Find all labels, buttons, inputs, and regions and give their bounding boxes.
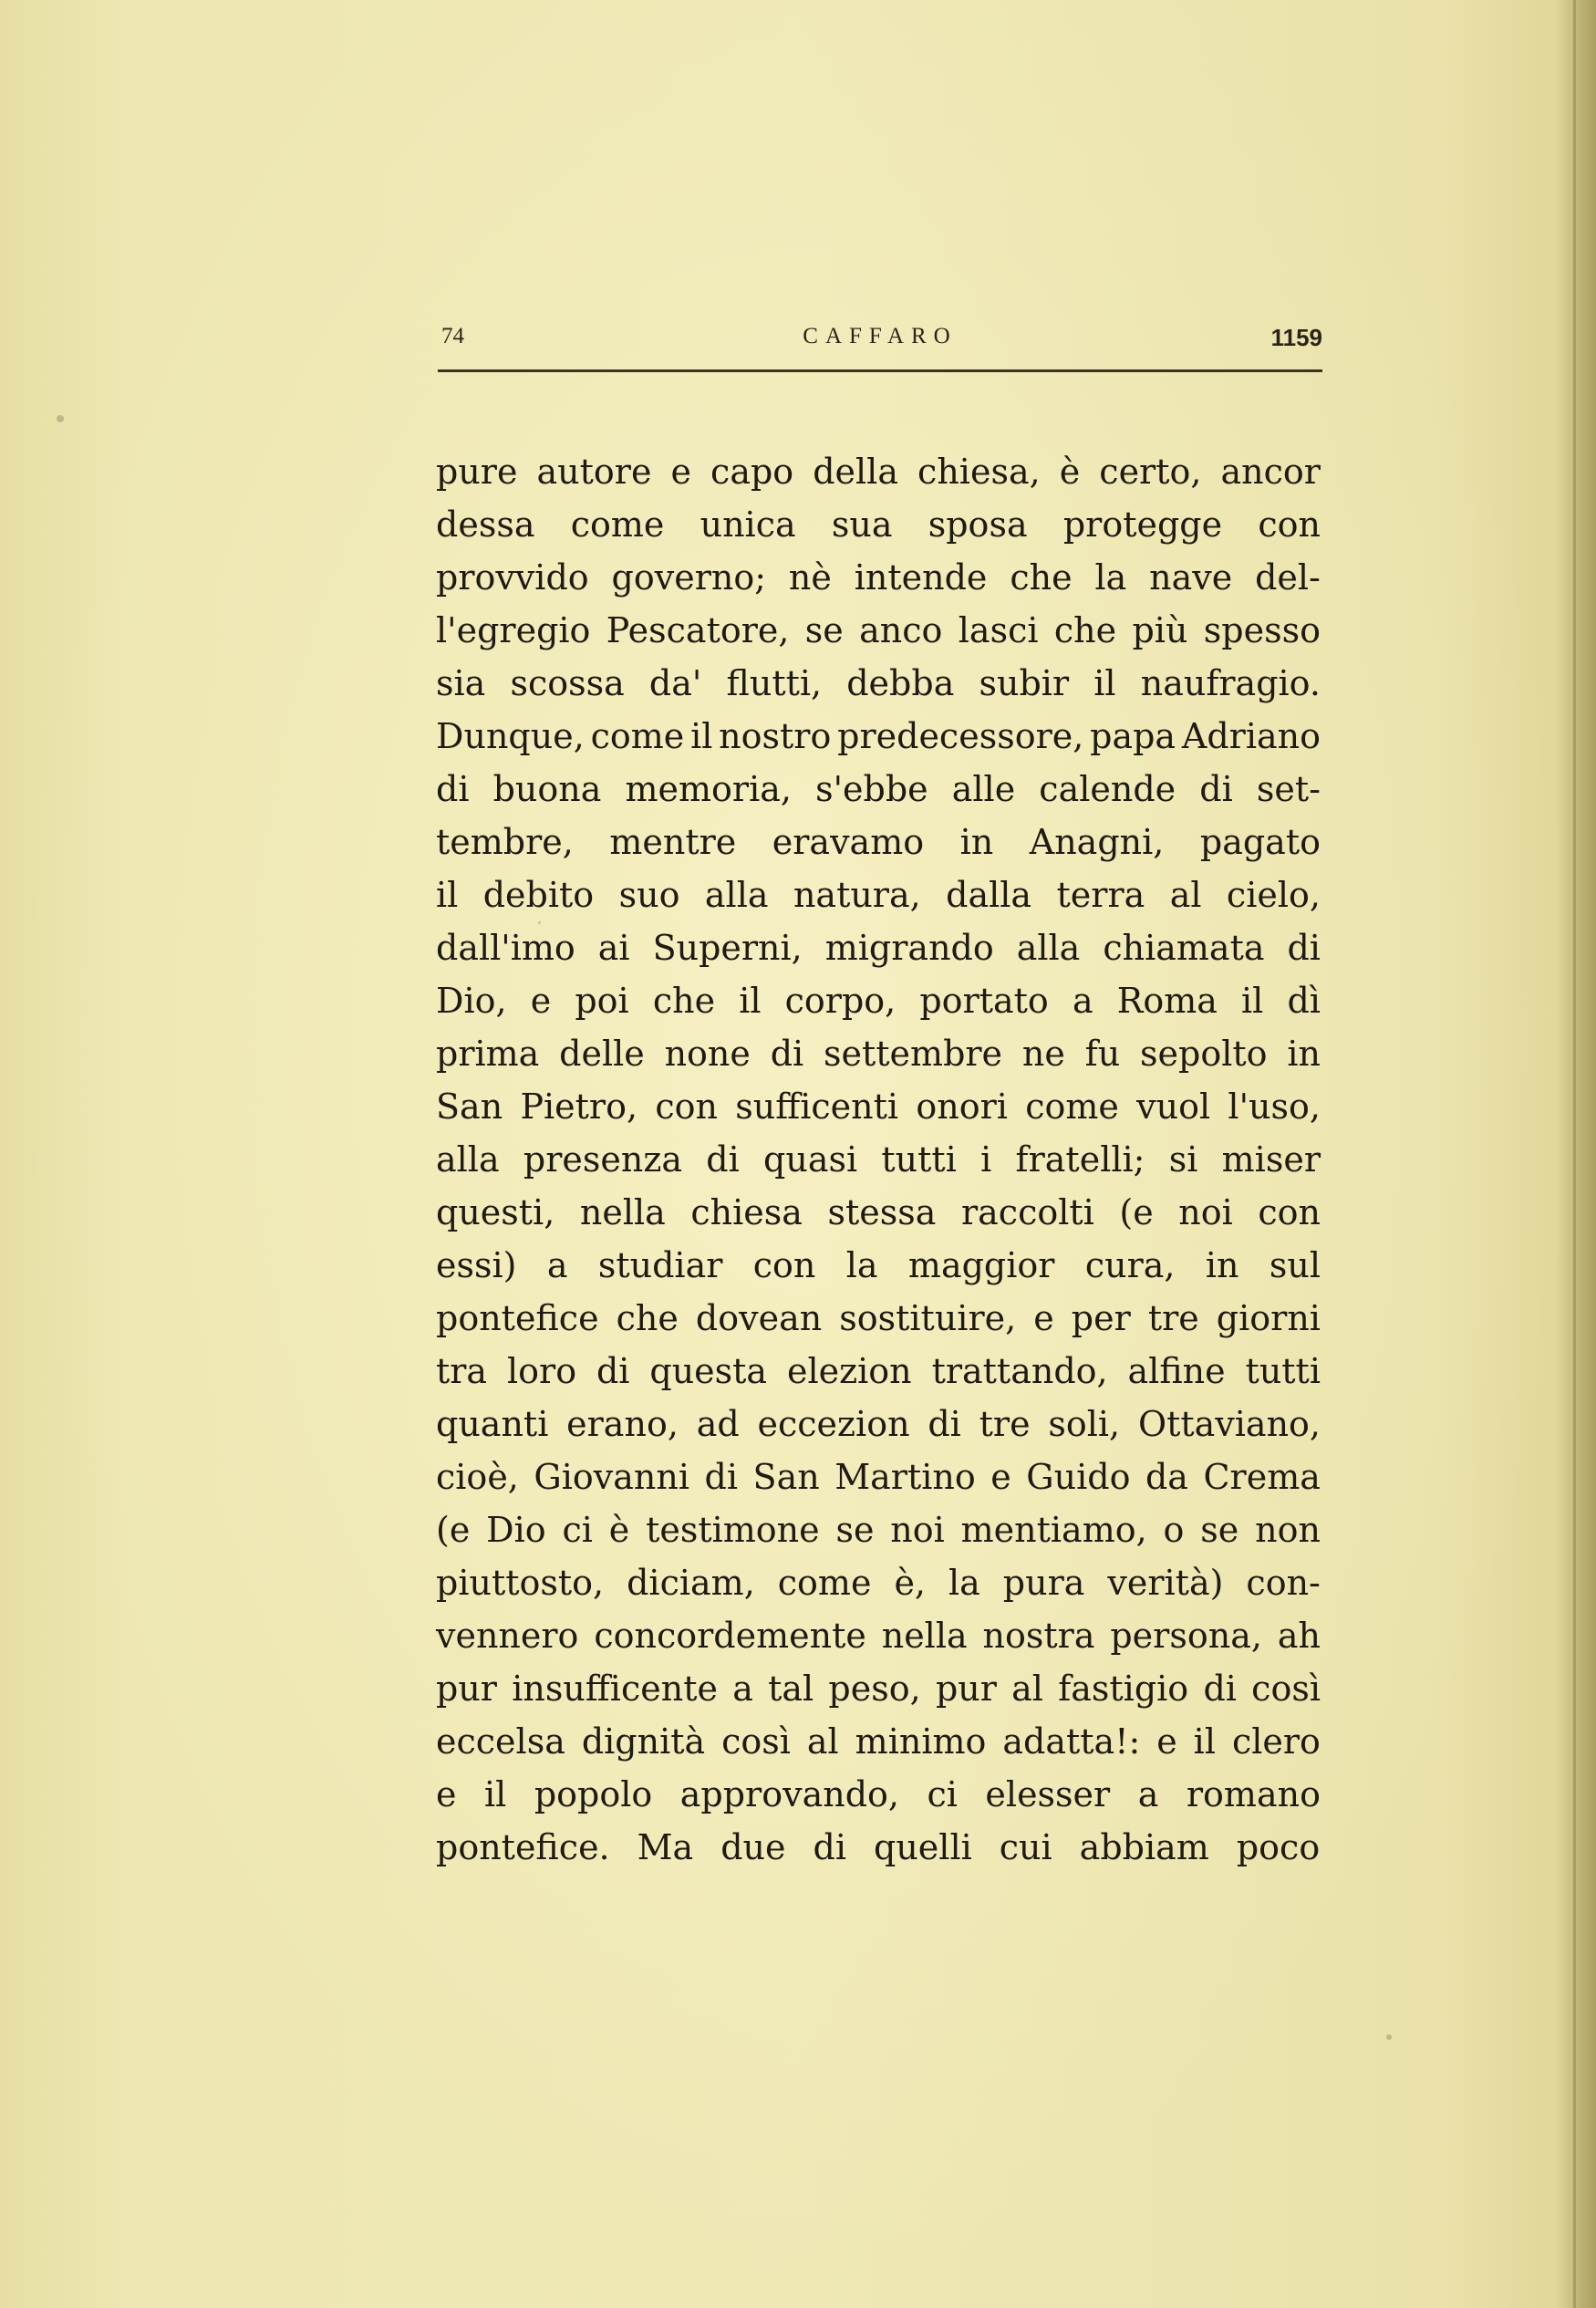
word: presenza bbox=[523, 1139, 683, 1180]
word: così bbox=[1251, 1669, 1321, 1709]
word: i bbox=[980, 1139, 992, 1180]
word: in bbox=[959, 822, 994, 862]
word: ai bbox=[597, 928, 630, 968]
word: quasi bbox=[763, 1139, 858, 1180]
word: di bbox=[813, 1827, 846, 1867]
word: Dunque, bbox=[436, 716, 585, 756]
word: pontefice bbox=[436, 1298, 599, 1338]
word: questi, bbox=[436, 1192, 555, 1232]
word: Crema bbox=[1203, 1457, 1321, 1497]
word: nostra bbox=[982, 1616, 1095, 1656]
word: di bbox=[928, 1404, 961, 1444]
word: protegge bbox=[1062, 504, 1223, 545]
word: Roma bbox=[1116, 981, 1218, 1021]
word: tre bbox=[979, 1404, 1031, 1444]
word: tal bbox=[768, 1669, 814, 1709]
word: (e bbox=[436, 1510, 471, 1550]
word: con bbox=[1258, 504, 1321, 545]
word: predecessore, bbox=[837, 716, 1084, 756]
word: sia bbox=[436, 663, 486, 703]
word: minimo bbox=[855, 1721, 987, 1762]
word: il bbox=[1241, 981, 1264, 1021]
text-line bbox=[436, 1821, 1321, 1874]
word: poi bbox=[575, 981, 629, 1021]
word: da bbox=[1145, 1457, 1188, 1497]
word: Superni, bbox=[652, 928, 803, 968]
word: a bbox=[1137, 1774, 1159, 1814]
word: quanti bbox=[436, 1404, 549, 1444]
text-line bbox=[436, 1398, 1321, 1450]
page-number: 74 bbox=[441, 324, 464, 348]
word: la bbox=[845, 1245, 878, 1285]
word: ci bbox=[562, 1510, 593, 1550]
word: come bbox=[777, 1563, 872, 1603]
word: Guido bbox=[1026, 1457, 1131, 1497]
word: romano bbox=[1186, 1774, 1321, 1814]
word: nave bbox=[1149, 557, 1233, 598]
word: San bbox=[752, 1457, 820, 1497]
word: raccolti bbox=[960, 1192, 1094, 1232]
word: pontefice. bbox=[436, 1827, 610, 1867]
word: alfine bbox=[1127, 1351, 1226, 1391]
word: al bbox=[806, 1721, 839, 1762]
word: diciam, bbox=[627, 1563, 755, 1603]
word: sua bbox=[831, 504, 893, 545]
text-line bbox=[436, 1239, 1321, 1292]
running-title: CAFFARO bbox=[803, 324, 958, 348]
text-line bbox=[436, 1133, 1321, 1186]
text-line bbox=[436, 1450, 1321, 1503]
word: sufficenti bbox=[735, 1086, 899, 1127]
word: vennero bbox=[436, 1616, 579, 1656]
text-line bbox=[436, 710, 1321, 763]
word: e bbox=[990, 1457, 1011, 1497]
word: il bbox=[436, 875, 459, 915]
word: none bbox=[664, 1034, 751, 1074]
word: tembre, bbox=[436, 822, 574, 862]
text-line bbox=[436, 763, 1321, 816]
text-line bbox=[436, 1662, 1321, 1715]
text-line bbox=[436, 1715, 1321, 1768]
word: scossa bbox=[510, 663, 625, 703]
word: provvido bbox=[436, 557, 589, 598]
word: (e bbox=[1119, 1192, 1154, 1232]
word: spesso bbox=[1203, 610, 1321, 650]
word: eccezion bbox=[757, 1404, 910, 1444]
word: eravamo bbox=[772, 822, 925, 862]
word: con bbox=[1258, 1192, 1321, 1232]
word: come bbox=[590, 716, 685, 756]
word: unica bbox=[700, 504, 796, 545]
word: ah bbox=[1277, 1616, 1321, 1656]
word: di bbox=[1199, 769, 1233, 809]
word: migrando bbox=[824, 928, 994, 968]
word: nostro bbox=[719, 716, 832, 756]
text-line bbox=[436, 1080, 1321, 1133]
word: ad bbox=[696, 1404, 740, 1444]
word: settembre bbox=[824, 1034, 1003, 1074]
word: persona, bbox=[1110, 1616, 1262, 1656]
text-line bbox=[436, 868, 1321, 921]
word: pure bbox=[436, 452, 518, 492]
word: tutti bbox=[881, 1139, 957, 1180]
word: calende bbox=[1039, 769, 1176, 809]
word: del- bbox=[1255, 557, 1321, 598]
word: dì bbox=[1287, 981, 1321, 1021]
text-line bbox=[436, 1186, 1321, 1239]
word: Dio bbox=[486, 1510, 546, 1550]
word: che bbox=[1010, 557, 1073, 598]
word: della bbox=[813, 452, 898, 492]
word: chiamata bbox=[1103, 928, 1265, 968]
word: concordemente bbox=[594, 1616, 866, 1656]
word: fu bbox=[1084, 1034, 1121, 1074]
word: di bbox=[436, 769, 470, 809]
word: memoria, bbox=[625, 769, 792, 809]
word: più bbox=[1132, 610, 1188, 650]
word: il bbox=[484, 1774, 507, 1814]
word: papa bbox=[1090, 716, 1176, 756]
word: il bbox=[1193, 1721, 1216, 1762]
word: maggior bbox=[907, 1245, 1055, 1285]
page-edge-line bbox=[1573, 0, 1576, 2308]
word: come bbox=[570, 504, 665, 545]
word: tra bbox=[436, 1351, 488, 1391]
word: Dio, bbox=[436, 981, 507, 1021]
word: e bbox=[436, 1774, 457, 1814]
word: mentiamo, bbox=[960, 1510, 1147, 1550]
text-line bbox=[436, 1609, 1321, 1662]
word: miser bbox=[1221, 1139, 1321, 1180]
word: chiesa bbox=[690, 1192, 803, 1232]
word: cura, bbox=[1084, 1245, 1176, 1285]
word: Anagni, bbox=[1029, 822, 1165, 862]
word: che bbox=[652, 981, 716, 1021]
word: set- bbox=[1256, 769, 1321, 809]
word: o bbox=[1163, 1510, 1185, 1550]
word: onori bbox=[916, 1086, 1008, 1127]
word: quelli bbox=[874, 1827, 972, 1867]
word: noi bbox=[890, 1510, 945, 1550]
text-line bbox=[436, 1027, 1321, 1080]
word: studiar bbox=[597, 1245, 723, 1285]
word: poco bbox=[1236, 1827, 1321, 1867]
word: terra bbox=[1056, 875, 1145, 915]
running-header bbox=[438, 324, 1322, 360]
word: eccelsa bbox=[436, 1721, 565, 1762]
word: delle bbox=[559, 1034, 645, 1074]
word: sepolto bbox=[1140, 1034, 1268, 1074]
word: autore bbox=[536, 452, 652, 492]
word: non bbox=[1255, 1510, 1321, 1550]
text-line bbox=[436, 1556, 1321, 1609]
word: vuol bbox=[1136, 1086, 1211, 1127]
word: di bbox=[1287, 928, 1321, 968]
word: da' bbox=[648, 663, 702, 703]
word: verità) bbox=[1107, 1563, 1224, 1603]
word: noi bbox=[1178, 1192, 1233, 1232]
word: ancor bbox=[1220, 452, 1321, 492]
word: alle bbox=[951, 769, 1016, 809]
word: l'uso, bbox=[1228, 1086, 1321, 1127]
word: l'egregio bbox=[436, 610, 591, 650]
word: e bbox=[1156, 1721, 1177, 1762]
word: ci bbox=[927, 1774, 958, 1814]
word: ne bbox=[1021, 1034, 1065, 1074]
word: pura bbox=[1002, 1563, 1085, 1603]
word: subir bbox=[979, 663, 1070, 703]
word: se bbox=[804, 610, 844, 650]
word: alla bbox=[436, 1139, 500, 1180]
word: Giovanni bbox=[534, 1457, 690, 1497]
word: capo bbox=[710, 452, 794, 492]
word: sul bbox=[1269, 1245, 1321, 1285]
word: debba bbox=[846, 663, 955, 703]
word: è, bbox=[894, 1563, 927, 1603]
word: insufficente bbox=[512, 1669, 718, 1709]
word: clero bbox=[1231, 1721, 1321, 1762]
word: natura, bbox=[793, 875, 921, 915]
word: di bbox=[704, 1457, 739, 1497]
word: fastigio bbox=[1058, 1669, 1189, 1709]
word: a bbox=[546, 1245, 568, 1285]
word: si bbox=[1168, 1139, 1198, 1180]
text-line bbox=[436, 1768, 1321, 1821]
text-line bbox=[436, 604, 1321, 657]
word: soli, bbox=[1048, 1404, 1121, 1444]
word: chiesa, bbox=[917, 452, 1041, 492]
word: s'ebbe bbox=[815, 769, 928, 809]
text-line bbox=[436, 816, 1321, 868]
text-line bbox=[436, 445, 1321, 498]
word: Martino bbox=[834, 1457, 976, 1497]
header-year: 1159 bbox=[1270, 324, 1322, 351]
word: e bbox=[670, 452, 691, 492]
paper-speck bbox=[1386, 2034, 1392, 2040]
word: San bbox=[436, 1086, 503, 1127]
word: buona bbox=[492, 769, 602, 809]
word: con- bbox=[1246, 1563, 1321, 1603]
word: loro bbox=[507, 1351, 577, 1391]
word: flutti, bbox=[726, 663, 823, 703]
word: Pescatore, bbox=[606, 610, 790, 650]
word: è bbox=[608, 1510, 630, 1550]
word: elezion bbox=[787, 1351, 912, 1391]
word: nella bbox=[881, 1616, 968, 1656]
word: peso, bbox=[828, 1669, 921, 1709]
header-rule bbox=[438, 369, 1322, 372]
word: pur bbox=[935, 1669, 997, 1709]
word: alla bbox=[704, 875, 769, 915]
word: prima bbox=[436, 1034, 540, 1074]
word: anco bbox=[859, 610, 943, 650]
word: pagato bbox=[1199, 822, 1321, 862]
text-line bbox=[436, 1292, 1321, 1345]
word: cui bbox=[999, 1827, 1052, 1867]
word: al bbox=[1011, 1669, 1043, 1709]
word: dignità bbox=[581, 1721, 706, 1762]
word: di bbox=[706, 1139, 740, 1180]
word: stessa bbox=[827, 1192, 937, 1232]
word: mentre bbox=[609, 822, 737, 862]
word: lasci bbox=[958, 610, 1039, 650]
word: al bbox=[1169, 875, 1202, 915]
word: e bbox=[530, 981, 552, 1021]
word: nella bbox=[579, 1192, 666, 1232]
word: certo, bbox=[1099, 452, 1202, 492]
word: naufragio. bbox=[1140, 663, 1321, 703]
text-line bbox=[436, 1345, 1321, 1398]
word: con bbox=[752, 1245, 816, 1285]
word: di bbox=[596, 1351, 630, 1391]
word: a bbox=[1072, 981, 1093, 1021]
word: la bbox=[1094, 557, 1127, 598]
word: cielo, bbox=[1226, 875, 1321, 915]
word: approvando, bbox=[679, 1774, 899, 1814]
paper-speck bbox=[57, 415, 64, 422]
word: se bbox=[835, 1510, 875, 1550]
word: tutti bbox=[1245, 1351, 1321, 1391]
word: suo bbox=[618, 875, 680, 915]
word: portato bbox=[919, 981, 1049, 1021]
word: governo; bbox=[611, 557, 767, 598]
word: come bbox=[1025, 1086, 1119, 1127]
word: due bbox=[720, 1827, 786, 1867]
word: per bbox=[1071, 1298, 1131, 1338]
word: alla bbox=[1016, 928, 1081, 968]
text-line bbox=[436, 1503, 1321, 1556]
word: questa bbox=[649, 1351, 768, 1391]
word: abbiam bbox=[1079, 1827, 1209, 1867]
word: sposa bbox=[928, 504, 1028, 545]
word: se bbox=[1200, 1510, 1239, 1550]
word: erano, bbox=[566, 1404, 679, 1444]
word: a bbox=[732, 1669, 753, 1709]
word: in bbox=[1205, 1245, 1239, 1285]
word: dalla bbox=[946, 875, 1032, 915]
word: nè bbox=[788, 557, 832, 598]
word: il bbox=[690, 716, 713, 756]
word: popolo bbox=[534, 1774, 653, 1814]
word: testimone bbox=[646, 1510, 820, 1550]
word: dovean bbox=[695, 1298, 823, 1338]
text-line bbox=[436, 974, 1321, 1027]
word: intende bbox=[854, 557, 988, 598]
word: Adriano bbox=[1181, 716, 1321, 756]
word: che bbox=[1053, 610, 1117, 650]
word: giorni bbox=[1216, 1298, 1321, 1338]
word: fratelli; bbox=[1015, 1139, 1145, 1180]
text-line bbox=[436, 498, 1321, 551]
word: piuttosto, bbox=[436, 1563, 605, 1603]
word: cioè, bbox=[436, 1457, 519, 1497]
word: adatta!: bbox=[1002, 1721, 1141, 1762]
word: dall'imo bbox=[436, 928, 575, 968]
word: essi) bbox=[436, 1245, 517, 1285]
word: Ottaviano, bbox=[1137, 1404, 1321, 1444]
word: corpo, bbox=[784, 981, 896, 1021]
word: è bbox=[1059, 452, 1081, 492]
word: di bbox=[770, 1034, 804, 1074]
word: la bbox=[948, 1563, 980, 1603]
word: in bbox=[1287, 1034, 1321, 1074]
word: Ma bbox=[637, 1827, 694, 1867]
word: elesser bbox=[985, 1774, 1111, 1814]
word: pur bbox=[436, 1669, 497, 1709]
body-text bbox=[436, 445, 1321, 1874]
word: dessa bbox=[436, 504, 535, 545]
word: il bbox=[739, 981, 762, 1021]
word: sostituire, bbox=[839, 1298, 1017, 1338]
word: trattando, bbox=[931, 1351, 1108, 1391]
word: tre bbox=[1147, 1298, 1199, 1338]
text-line bbox=[436, 657, 1321, 710]
word: con bbox=[655, 1086, 718, 1127]
word: Pietro, bbox=[520, 1086, 638, 1127]
text-line bbox=[436, 921, 1321, 974]
word: che bbox=[616, 1298, 679, 1338]
word: di bbox=[1203, 1669, 1237, 1709]
word: così bbox=[721, 1721, 791, 1762]
word: e bbox=[1033, 1298, 1054, 1338]
text-line bbox=[436, 551, 1321, 604]
word: il bbox=[1093, 663, 1116, 703]
word: debito bbox=[482, 875, 595, 915]
page-edge-shadow bbox=[1556, 0, 1596, 2308]
